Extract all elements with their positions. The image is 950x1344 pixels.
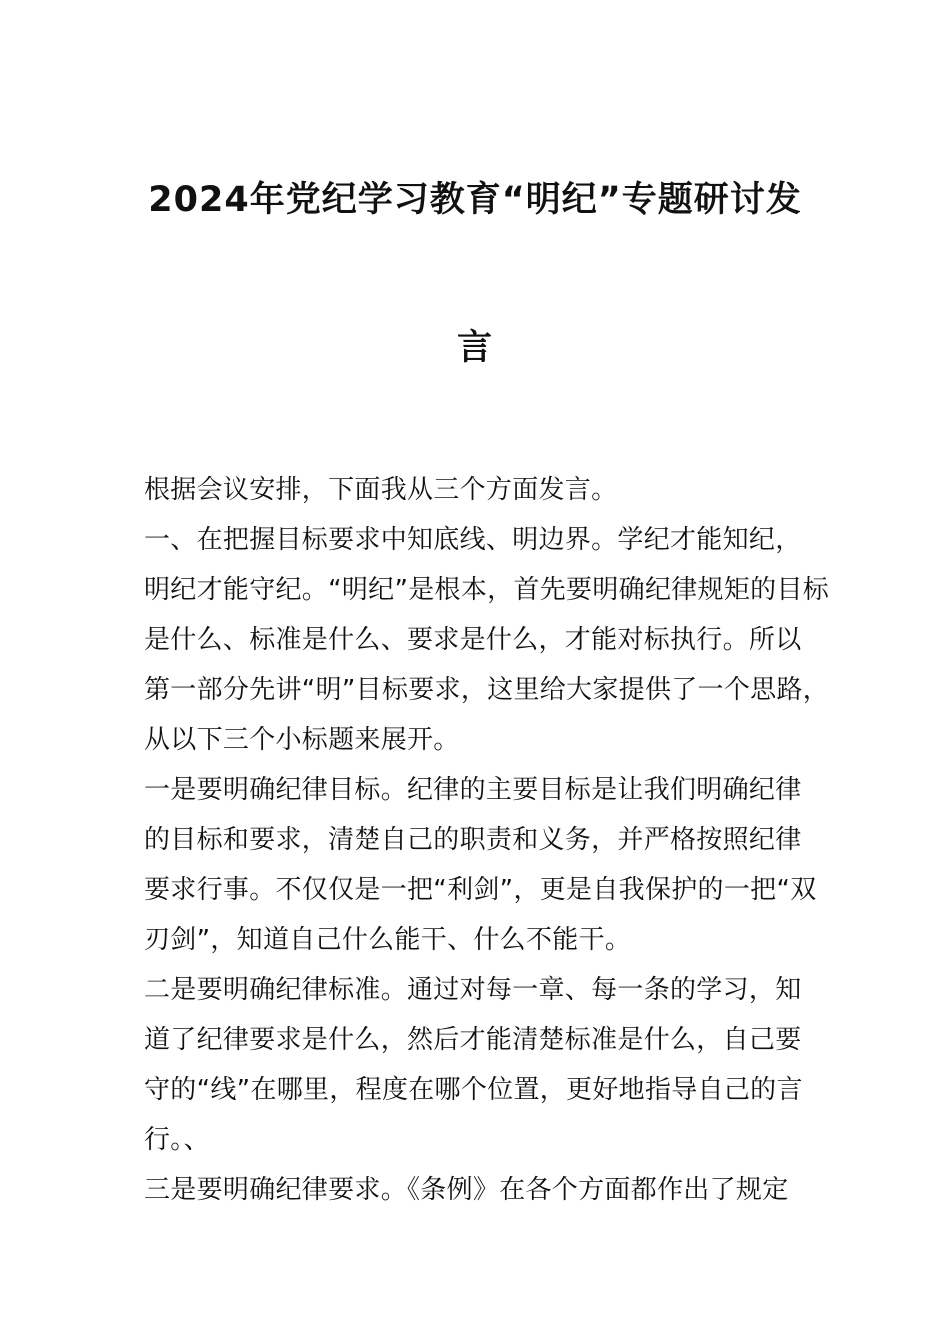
body-line-6: 从以下三个小标题来展开。 (144, 725, 460, 755)
body-line-5: 第一部分先讲“明”目标要求，这里给大家提供了一个思路， (144, 675, 830, 705)
body-line-3: 明纪才能守纪。“明纪”是根本，首先要明确纪律规矩的目标 (144, 575, 830, 605)
body-line-1: 根据会议安排，下面我从三个方面发言。 (144, 475, 618, 505)
body-line-4: 是什么、标准是什么、要求是什么，才能对标执行。所以 (144, 625, 802, 655)
body-line-9: 要求行事。不仅仅是一把“利剑”，更是自我保护的一把“双 (144, 875, 817, 905)
body-line-8: 的目标和要求，清楚自己的职责和义务，并严格按照纪律 (144, 825, 802, 855)
title-line-1: 2024年党纪学习教育“明纪”专题研讨发 (148, 180, 802, 220)
document-body (144, 465, 830, 1215)
body-line-2: 一、在把握目标要求中知底线、明边界。学纪才能知纪， (144, 525, 802, 555)
body-line-14: 行。、 (144, 1125, 210, 1155)
body-line-12: 道了纪律要求是什么，然后才能清楚标准是什么，自己要 (144, 1025, 802, 1055)
body-line-7: 一是要明确纪律目标。纪律的主要目标是让我们明确纪律 (144, 775, 802, 805)
body-line-15: 三是要明确纪律要求。《条例》在各个方面都作出了规定 (144, 1175, 789, 1205)
body-line-11: 二是要明确纪律标准。通过对每一章、每一条的学习，知 (144, 975, 802, 1005)
body-line-13: 守的“线”在哪里，程度在哪个位置，更好地指导自己的言 (144, 1075, 803, 1105)
title-line-2: 言 (456, 328, 493, 368)
body-line-10: 刃剑”，知道自己什么能干、什么不能干。 (144, 925, 632, 955)
document-title (140, 168, 810, 380)
